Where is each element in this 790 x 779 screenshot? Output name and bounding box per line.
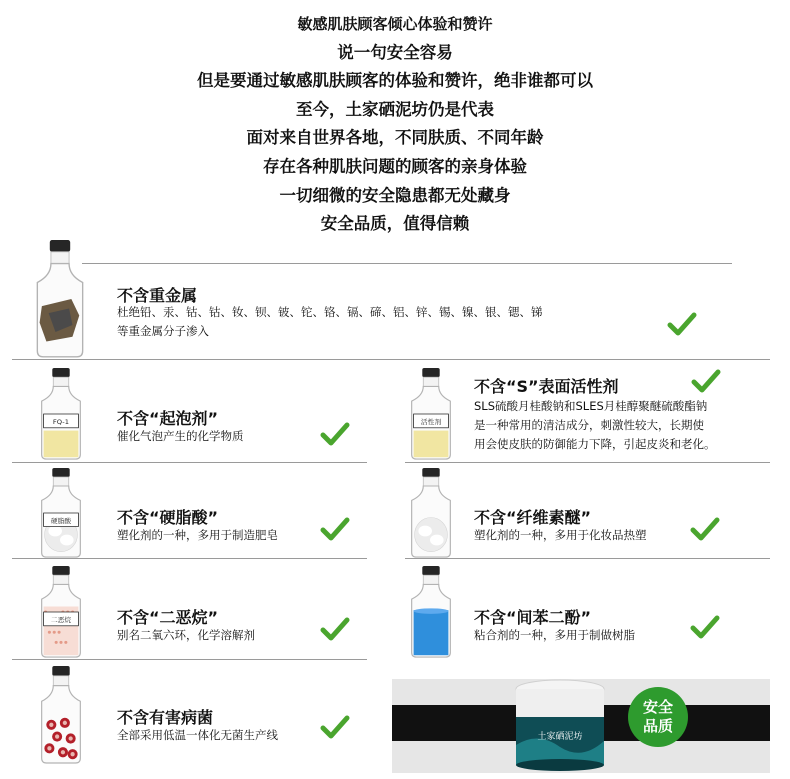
intro-text — [0, 10, 790, 239]
intro-line: 一切细微的安全隐患都无处藏身 — [279, 185, 511, 205]
item-title: 不含“二恶烷” — [117, 608, 219, 627]
item-description: 塑化剂的一种，多用于制造肥皂 — [117, 528, 278, 542]
item-description: 等重金属分子渗入 — [117, 324, 209, 338]
intro-headline: 敏感肌肤顾客倾心体验和赞许 — [297, 15, 493, 33]
bottle-illustration — [32, 666, 90, 764]
divider — [12, 558, 367, 559]
badge-text: 安全 — [642, 698, 673, 716]
bottle-illustration — [402, 368, 460, 460]
item-title: 不含“硬脂酸” — [117, 508, 219, 527]
checkmark-icon — [691, 368, 721, 394]
item-description: 催化气泡产生的化学物质 — [117, 429, 244, 443]
divider — [405, 558, 770, 559]
badge-text: 品质 — [642, 717, 673, 735]
intro-line: 安全品质，值得信赖 — [320, 214, 470, 234]
divider — [82, 263, 732, 264]
item-description: 用会使皮肤的防御能力下降，引起皮炎和老化。 — [474, 437, 716, 451]
checkmark-icon — [320, 714, 350, 740]
item-title: 不含“纤维素醚” — [474, 508, 592, 527]
checkmark-icon — [667, 311, 697, 337]
bottle-illustration — [32, 468, 90, 558]
item-title: 不含“起泡剂” — [117, 409, 219, 428]
item-title: 不含“S”表面活性剂 — [474, 377, 619, 396]
intro-line: 面对来自世界各地，不同肤质、不同年龄 — [246, 128, 544, 148]
cream-jar-image — [508, 679, 612, 771]
divider — [405, 462, 770, 463]
bottle-label — [44, 513, 79, 527]
divider — [12, 659, 367, 660]
item-title: 不含有害病菌 — [117, 708, 214, 727]
checkmark-icon — [690, 614, 720, 640]
item-description: 塑化剂的一种，多用于化妆品热塑 — [474, 528, 647, 542]
divider — [12, 359, 770, 360]
checkmark-icon — [320, 616, 350, 642]
svg-text:FQ-1: FQ-1 — [52, 418, 70, 427]
intro-line: 说一句安全容易 — [337, 42, 453, 62]
bottle-illustration — [32, 566, 90, 658]
intro-line: 但是要通过敏感肌肤顾客的体验和赞许，绝非谁都可以 — [197, 71, 593, 91]
item-title: 不含“间苯二酚” — [474, 608, 592, 627]
item-description: 粘合剂的一种，多用于制做树脂 — [474, 628, 635, 642]
checkmark-icon — [320, 421, 350, 447]
item-description: 是一种常用的清洁成分，刺激性较大，长期使 — [474, 418, 704, 432]
svg-text:硬脂酸: 硬脂酸 — [50, 517, 72, 525]
bottle-illustration — [32, 368, 90, 460]
intro-line: 至今，土家硒泥坊仍是代表 — [296, 99, 494, 119]
item-description: 别名二氧六环，化学溶解剂 — [117, 628, 255, 642]
safety-quality-badge — [628, 687, 688, 747]
item-title: 不含重金属 — [117, 286, 198, 305]
intro-line: 存在各种肌肤问题的顾客的亲身体验 — [263, 156, 527, 176]
bottle-label — [44, 414, 79, 428]
checkmark-icon — [320, 516, 350, 542]
item-description: SLS硫酸月桂酸钠和SLES月桂醇聚醚硫酸酯钠 — [474, 399, 708, 413]
bottle-label — [44, 612, 79, 626]
svg-text:二恶烷: 二恶烷 — [50, 616, 72, 625]
divider — [12, 462, 367, 463]
checkmark-icon — [690, 516, 720, 542]
svg-text:活性剂: 活性剂 — [420, 418, 442, 427]
bottle-illustration — [26, 240, 94, 358]
product-banner — [392, 679, 770, 773]
bottle-illustration — [402, 468, 460, 558]
bottle-label — [414, 414, 449, 428]
bottle-illustration — [402, 566, 460, 658]
item-description: 杜绝铅、汞、钴、钴、钕、钡、铍、铊、铬、镉、碲、铝、锌、锡、镍、银、锶、锑 — [117, 305, 543, 319]
product-brand-label: 土家硒泥坊 — [537, 732, 583, 742]
item-description: 全部采用低温一体化无菌生产线 — [117, 728, 278, 742]
